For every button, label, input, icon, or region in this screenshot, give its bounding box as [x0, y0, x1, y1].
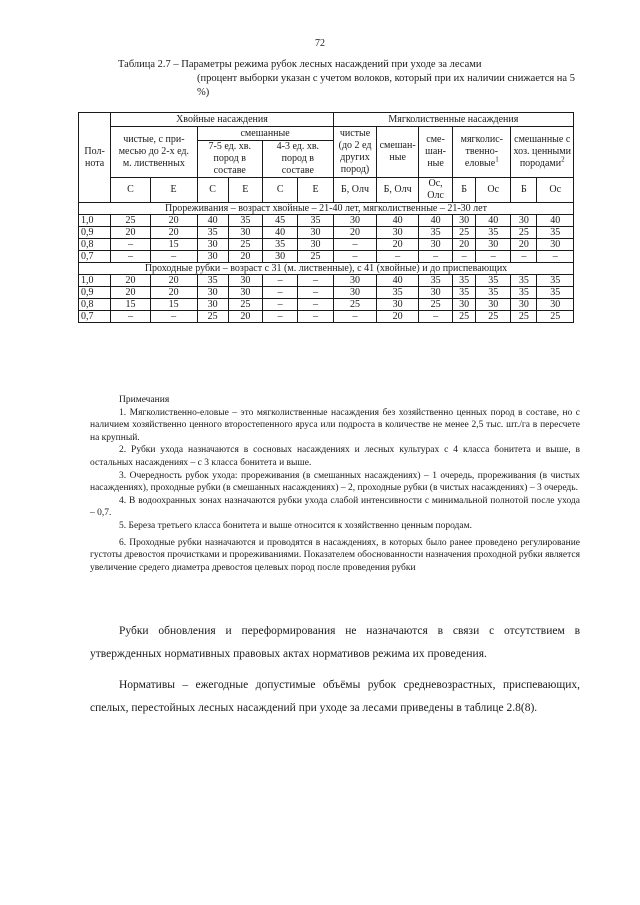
value-cell: 25: [197, 311, 228, 323]
species-cell: Б, Олч: [377, 178, 419, 203]
value-cell: –: [150, 311, 197, 323]
value-cell: 40: [418, 215, 452, 227]
value-cell: –: [453, 251, 476, 263]
species-cell: Е: [150, 178, 197, 203]
species-cell: Ос: [476, 178, 511, 203]
notes: [90, 394, 580, 574]
table-row: [79, 215, 574, 227]
value-cell: 25: [228, 239, 262, 251]
value-cell: 25: [111, 215, 151, 227]
value-cell: 20: [377, 239, 419, 251]
value-cell: 35: [537, 287, 574, 299]
header-mixed-deciduous-2: смешанные: [418, 127, 452, 178]
value-cell: –: [150, 251, 197, 263]
note-item: 4. В водоохранных зонах назначаются рубки ухода слабой интенсивности с минимальной полнотой после ухода – 0,7.: [90, 495, 580, 519]
value-cell: 20: [511, 239, 537, 251]
polnota-cell: 0,9: [79, 227, 111, 239]
value-cell: –: [262, 287, 297, 299]
value-cell: 35: [537, 227, 574, 239]
header-pure-deciduous: чистые (до 2 ед других пород): [333, 127, 377, 178]
species-cell: Б: [453, 178, 476, 203]
header-mixed-4-3: 4-3 ед. хв. пород в составе: [262, 141, 333, 178]
header-mixed-7-5: 7-5 ед. хв. пород в составе: [197, 141, 262, 178]
table-row: [79, 251, 574, 263]
header-mixed-valuable: смешанные с хоз. ценными породами$^2$: [511, 127, 574, 178]
value-cell: 25: [453, 227, 476, 239]
value-cell: 35: [537, 275, 574, 287]
value-cell: 45: [262, 215, 297, 227]
header-pure-coniferous: чистые, с примесью до 2-х ед. м. лиственных: [111, 127, 197, 178]
value-cell: –: [111, 251, 151, 263]
value-cell: 20: [111, 287, 151, 299]
value-cell: 30: [228, 227, 262, 239]
value-cell: –: [418, 251, 452, 263]
polnota-cell: 0,7: [79, 311, 111, 323]
polnota-cell: 0,7: [79, 251, 111, 263]
table-caption: [118, 58, 588, 100]
value-cell: 30: [197, 287, 228, 299]
value-cell: 30: [298, 227, 333, 239]
value-cell: 30: [537, 299, 574, 311]
value-cell: 35: [476, 275, 511, 287]
species-cell: С: [197, 178, 228, 203]
value-cell: 30: [418, 239, 452, 251]
polnota-cell: 1,0: [79, 215, 111, 227]
header-deciduous: Мягколиственные насаждения: [333, 113, 573, 127]
parameters-table: [78, 112, 574, 323]
page-number: 72: [315, 38, 325, 49]
value-cell: 30: [333, 215, 377, 227]
value-cell: 20: [228, 311, 262, 323]
table-row: [79, 311, 574, 323]
table-row: [79, 239, 574, 251]
value-cell: –: [262, 299, 297, 311]
value-cell: –: [537, 251, 574, 263]
value-cell: 25: [418, 299, 452, 311]
polnota-cell: 0,8: [79, 239, 111, 251]
value-cell: –: [333, 239, 377, 251]
value-cell: 35: [377, 287, 419, 299]
value-cell: 15: [150, 239, 197, 251]
header-polnota: Полнота: [79, 113, 111, 203]
value-cell: 35: [453, 287, 476, 299]
header-coniferous: Хвойные насаждения: [111, 113, 333, 127]
polnota-cell: 0,8: [79, 299, 111, 311]
value-cell: 30: [511, 299, 537, 311]
body-paragraph: Нормативы – ежегодные допустимые объёмы рубок средневозрастных, приспевающих, спелых, перестойных лесных насаждений при уходе за лесами приведены в таблице 2.8(8).: [90, 679, 580, 714]
header-mixed: смешанные: [197, 127, 333, 141]
table-row: [79, 299, 574, 311]
value-cell: 30: [453, 215, 476, 227]
value-cell: 25: [511, 227, 537, 239]
value-cell: 35: [476, 287, 511, 299]
value-cell: 30: [511, 215, 537, 227]
note-item: 6. Проходные рубки назначаются и проводятся в насаждениях, в которых было ранее проведено регулирование густоты древостоя прочистками и прореживаниями. Показателем обоснованности назначения проходной рубки является увеличение средего диаметра древостоя целевых пород после проведения рубки: [90, 537, 580, 573]
notes-title: Примечания: [119, 395, 170, 405]
polnota-cell: 1,0: [79, 275, 111, 287]
value-cell: 20: [150, 275, 197, 287]
value-cell: 30: [197, 239, 228, 251]
note-item: 5. Береза третьего класса бонитета и выше относится к хозяйственно ценным породам.: [119, 520, 472, 531]
table-row: [79, 275, 574, 287]
value-cell: 20: [111, 275, 151, 287]
value-cell: 40: [197, 215, 228, 227]
note-item: 1. Мягколиственно-еловые – это мягколиственные насаждения без хозяйственно ценных пород в составе, но с наличием хозяйственно ценного второстепенного яруса или подроста в количестве не менее 2,5 тыс. шт./га в пересчете на крупный.: [90, 407, 580, 443]
body-text: [90, 620, 580, 720]
value-cell: 20: [228, 251, 262, 263]
value-cell: 20: [150, 227, 197, 239]
value-cell: –: [333, 311, 377, 323]
value-cell: 30: [453, 299, 476, 311]
table-row: [79, 227, 574, 239]
value-cell: 25: [298, 251, 333, 263]
note-item: 2. Рубки ухода назначаются в сосновых насаждениях и лесных культурах с 4 класса бонитета и выше, в остальных насаждениях – с 3 класса бонитета и выше.: [90, 445, 580, 468]
value-cell: 30: [262, 251, 297, 263]
section-thinning: Прореживания – возраст хвойные – 21-40 лет, мягколиственные – 21-30 лет: [79, 203, 574, 215]
value-cell: 30: [333, 287, 377, 299]
value-cell: 40: [537, 215, 574, 227]
value-cell: 20: [150, 215, 197, 227]
table-row: [79, 287, 574, 299]
value-cell: 15: [150, 299, 197, 311]
value-cell: 30: [228, 287, 262, 299]
value-cell: 30: [377, 227, 419, 239]
value-cell: 25: [453, 311, 476, 323]
value-cell: 30: [197, 251, 228, 263]
value-cell: 40: [377, 215, 419, 227]
value-cell: –: [111, 239, 151, 251]
value-cell: 30: [298, 239, 333, 251]
value-cell: 20: [111, 227, 151, 239]
value-cell: 40: [377, 275, 419, 287]
value-cell: 20: [333, 227, 377, 239]
value-cell: 35: [418, 227, 452, 239]
value-cell: 25: [537, 311, 574, 323]
value-cell: 30: [476, 239, 511, 251]
value-cell: 30: [377, 299, 419, 311]
value-cell: 30: [476, 299, 511, 311]
value-cell: 40: [476, 215, 511, 227]
value-cell: 35: [298, 215, 333, 227]
caption-subtitle: (процент выборки указан с учетом волоков, который при их наличии снижается на 5 %): [197, 73, 575, 98]
value-cell: –: [111, 311, 151, 323]
value-cell: 30: [418, 287, 452, 299]
species-cell: Б, Олч: [333, 178, 377, 203]
value-cell: –: [511, 251, 537, 263]
value-cell: 35: [418, 275, 452, 287]
section-passage: Проходные рубки – возраст с 31 (м. лиственные), с 41 (хвойные) и до приспевающих: [79, 263, 574, 275]
body-paragraph: Рубки обновления и переформирования не назначаются в связи с отсутствием в утвержденных нормативных правовых актах нормативов режима их проведения.: [90, 625, 580, 660]
species-cell: С: [262, 178, 297, 203]
value-cell: –: [298, 299, 333, 311]
caption-title: Таблица 2.7 – Параметры режима рубок лесных насаждений при уходе за лесами: [118, 59, 482, 70]
value-cell: 35: [453, 275, 476, 287]
value-cell: –: [298, 311, 333, 323]
species-cell: С: [111, 178, 151, 203]
value-cell: –: [298, 275, 333, 287]
value-cell: 35: [228, 215, 262, 227]
note-item: 3. Очередность рубок ухода: прореживания (в смешанных насаждениях) – 1 очередь, прореживания (в чистых насаждениях), проходные рубки (в смешанных насаждениях) – 2, проходные рубки (в чистых насаждениях) – 3 очередь.: [90, 470, 580, 494]
value-cell: 30: [228, 275, 262, 287]
value-cell: –: [262, 311, 297, 323]
value-cell: 35: [511, 275, 537, 287]
value-cell: –: [298, 287, 333, 299]
value-cell: 35: [197, 227, 228, 239]
value-cell: 15: [111, 299, 151, 311]
value-cell: 20: [377, 311, 419, 323]
value-cell: 25: [228, 299, 262, 311]
value-cell: 20: [453, 239, 476, 251]
header-soft-spruce: мягколиственноеловые$^1$: [453, 127, 511, 178]
value-cell: 25: [333, 299, 377, 311]
value-cell: 35: [197, 275, 228, 287]
value-cell: 20: [150, 287, 197, 299]
species-cell: Е: [228, 178, 262, 203]
value-cell: –: [333, 251, 377, 263]
value-cell: 25: [511, 311, 537, 323]
value-cell: 35: [511, 287, 537, 299]
value-cell: 35: [476, 227, 511, 239]
species-cell: Ос: [537, 178, 574, 203]
species-cell: Е: [298, 178, 333, 203]
value-cell: 30: [197, 299, 228, 311]
value-cell: –: [418, 311, 452, 323]
value-cell: –: [262, 275, 297, 287]
value-cell: –: [476, 251, 511, 263]
value-cell: 40: [262, 227, 297, 239]
species-cell: Ос, Олс: [418, 178, 452, 203]
species-cell: Б: [511, 178, 537, 203]
value-cell: 30: [537, 239, 574, 251]
value-cell: 25: [476, 311, 511, 323]
value-cell: 30: [333, 275, 377, 287]
header-mixed-deciduous-1: смешанные: [377, 127, 419, 178]
value-cell: 35: [262, 239, 297, 251]
polnota-cell: 0,9: [79, 287, 111, 299]
value-cell: –: [377, 251, 419, 263]
